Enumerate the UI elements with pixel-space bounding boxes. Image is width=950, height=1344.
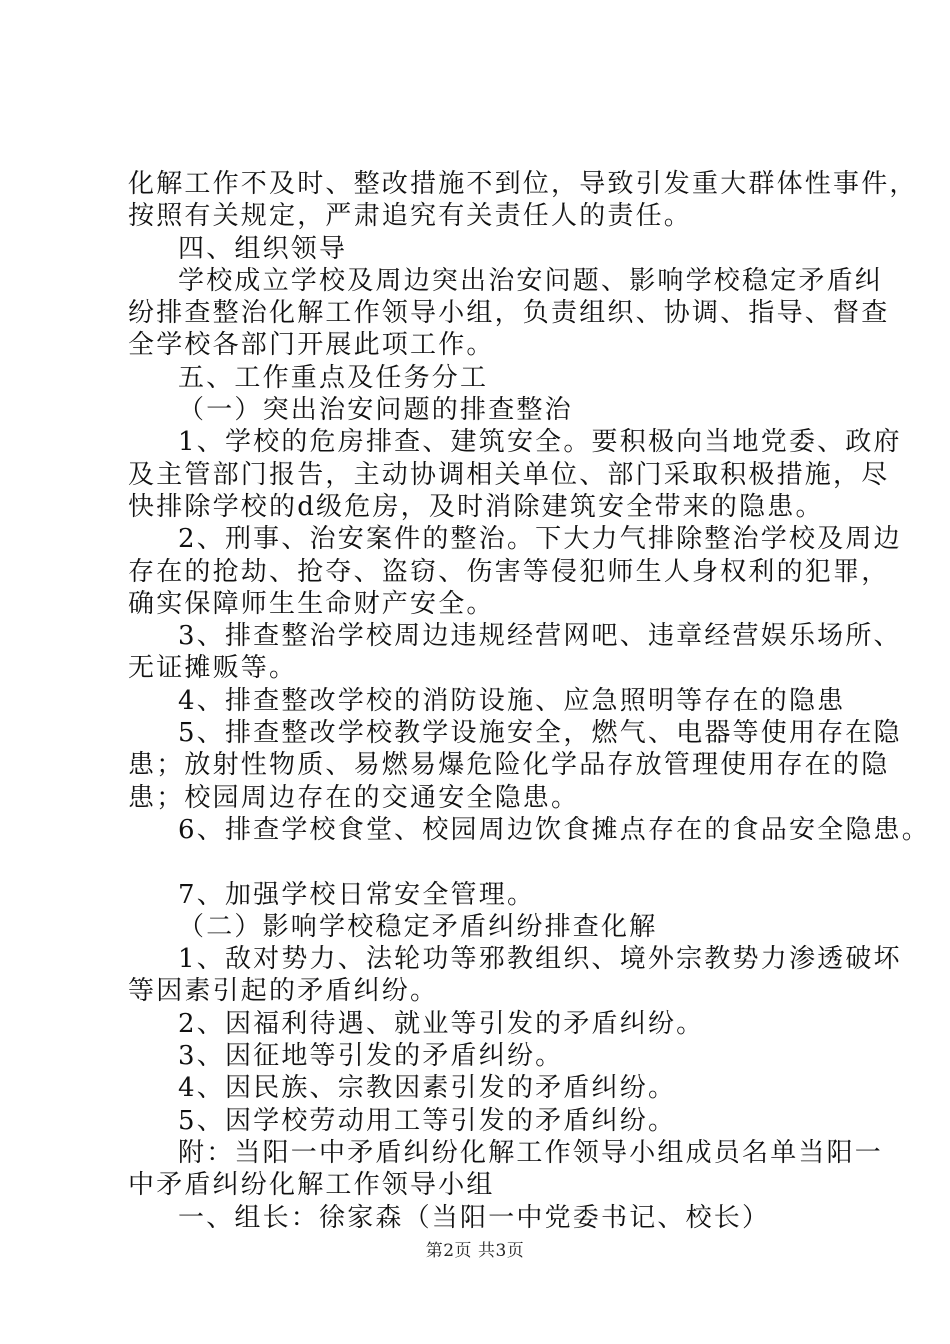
list-item: 6、排查学校食堂、校园周边饮食摊点存在的食品安全隐患。 [178, 814, 930, 845]
section-heading: 五、工作重点及任务分工 [178, 362, 489, 393]
list-item: 1、敌对势力、法轮功等邪教组织、境外宗教势力渗透破坏 [178, 944, 902, 975]
paragraph-line: 全学校各部门开展此项工作。 [128, 330, 495, 361]
paragraph-line: 确实保障师生生命财产安全。 [128, 588, 495, 619]
list-item: 1、学校的危房排查、建筑安全。要积极向当地党委、政府 [178, 427, 902, 458]
subsection-heading: （一）突出治安问题的排查整治 [178, 395, 573, 426]
appendix-line: 中矛盾纠纷化解工作领导小组 [128, 1170, 495, 1201]
list-item: 4、排查整改学校的消防设施、应急照明等存在的隐患 [178, 685, 846, 716]
list-item: 3、因征地等引发的矛盾纠纷。 [178, 1041, 564, 1072]
paragraph-line: 存在的抢劫、抢夺、盗窃、伤害等侵犯师生人身权利的犯罪， [128, 556, 890, 587]
list-item: 4、因民族、宗教因素引发的矛盾纠纷。 [178, 1073, 677, 1104]
appendix-line: 附：当阳一中矛盾纠纷化解工作领导小组成员名单当阳一 [178, 1137, 884, 1168]
list-item: 7、加强学校日常安全管理。 [178, 879, 536, 910]
subsection-heading: （二）影响学校稳定矛盾纠纷排查化解 [178, 911, 658, 942]
section-heading: 四、组织领导 [178, 233, 348, 264]
list-item: 3、排查整治学校周边违规经营网吧、违章经营娱乐场所、 [178, 621, 902, 652]
paragraph-line: 学校成立学校及周边突出治安问题、影响学校稳定矛盾纠 [178, 265, 884, 296]
paragraph-line: 患；放射性物质、易燃易爆危险化学品存放管理使用存在的隐 [128, 750, 890, 781]
paragraph-line: 化解工作不及时、整改措施不到位，导致引发重大群体性事件， [128, 169, 918, 199]
appendix-line: 一、组长：徐家森（当阳一中党委书记、校长） [178, 1202, 771, 1233]
list-item: 2、因福利待遇、就业等引发的矛盾纠纷。 [178, 1008, 705, 1039]
list-item: 5、排查整改学校教学设施安全，燃气、电器等使用存在隐 [178, 718, 902, 749]
list-item: 2、刑事、治安案件的整治。下大力气排除整治学校及周边 [178, 524, 902, 555]
paragraph-line: 及主管部门报告，主动协调相关单位、部门采取积极措施，尽 [128, 459, 890, 490]
paragraph-line: 患；校园周边存在的交通安全隐患。 [128, 782, 580, 813]
paragraph-line: 纷排查整治化解工作领导小组，负责组织、协调、指导、督查 [128, 298, 890, 329]
paragraph-line: 快排除学校的d级危房，及时消除建筑安全带来的隐患。 [128, 491, 824, 522]
blank-line [128, 846, 840, 878]
paragraph-line: 无证摊贩等。 [128, 653, 298, 684]
paragraph-line: 按照有关规定，严肃追究有关责任人的责任。 [128, 201, 693, 232]
list-item: 5、因学校劳动用工等引发的矛盾纠纷。 [178, 1105, 677, 1136]
paragraph-line: 等因素引起的矛盾纠纷。 [128, 976, 439, 1007]
page-number-footer: 第2页 共3页 [425, 1241, 525, 1261]
document-body [128, 168, 930, 1234]
